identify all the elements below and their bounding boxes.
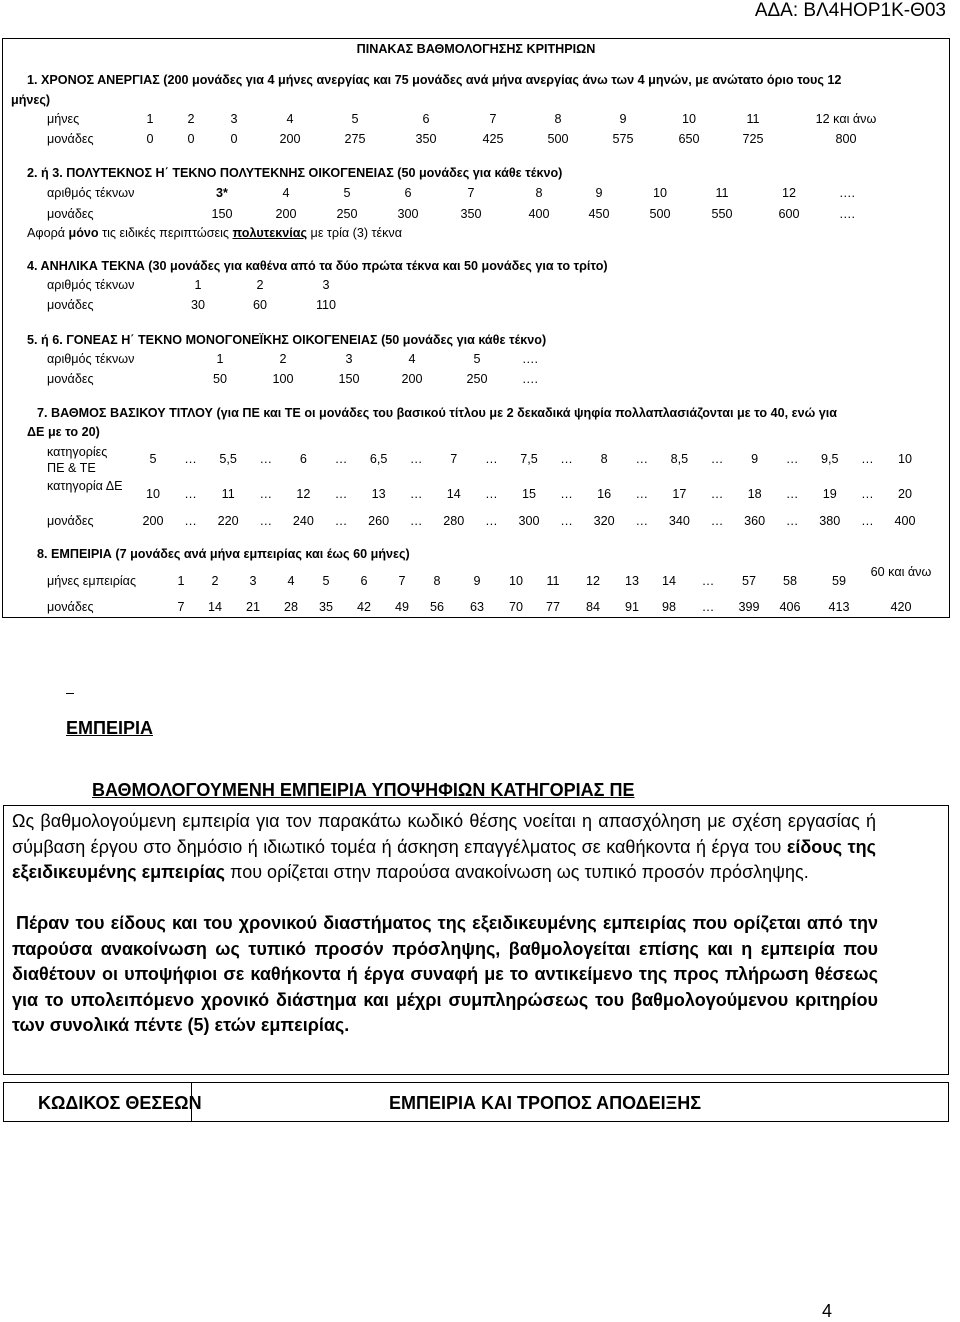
p1-text-a: Ως βαθμολογούμενη εμπειρία για τον παρακάτω κωδικό θέσης νοείται η απασχόληση με σχέση εργασίας ή σύμβαση έργου στο δημόσιο ή ιδιωτικό τομέα ή άσκηση επαγγέλματος σε καθήκοντα ή έργα του xyxy=(12,811,876,857)
experience-heading: ΕΜΠΕΙΡΙΑ xyxy=(66,718,154,738)
s2-note-c: τις ειδικές περιπτώσεις xyxy=(98,226,233,240)
s5r1-cell: 3 xyxy=(345,352,353,366)
s2r2-cell: 300 xyxy=(397,207,419,221)
codes-table-header xyxy=(3,1082,949,1122)
s7r3-cell: … xyxy=(560,514,573,528)
s1r1-cell: 3 xyxy=(230,112,238,126)
s2r2-cell: 550 xyxy=(711,207,733,221)
s2r2-cell: 350 xyxy=(460,207,482,221)
s2r1-cell: 12 xyxy=(781,186,796,200)
s7r1-cell: … xyxy=(560,452,573,466)
s5r2-cell: 200 xyxy=(401,372,423,386)
s1r2-cell: 200 xyxy=(279,132,301,146)
s8r2-cell: 98 xyxy=(661,600,676,614)
s7r3-cell: … xyxy=(184,514,197,528)
s7r1-cell: 5,5 xyxy=(219,452,237,466)
s2r1-cell: 5 xyxy=(343,186,351,200)
s5r2-cell: 250 xyxy=(466,372,488,386)
s8r1-cell: … xyxy=(701,574,715,588)
s1r1-cell: 10 xyxy=(681,112,696,126)
s8r1-cell: 12 xyxy=(585,574,600,588)
s2r2-cell: 150 xyxy=(211,207,233,221)
s7r3-cell: 200 xyxy=(142,514,164,528)
s7r3-cell: 240 xyxy=(292,514,314,528)
s4r2-cell: 110 xyxy=(315,298,337,312)
s1-heading: 1. ΧΡΟΝΟΣ ΑΝΕΡΓΙΑΣ (200 μονάδες για 4 μήνες ανεργίας και 75 μονάδες ανά μήνα ανεργίας άνω των 4 μηνών, με ανώτατο όριο τους 12 xyxy=(27,73,842,87)
s8r2-cell: 84 xyxy=(585,600,600,614)
s7r1-cell: 9,5 xyxy=(821,452,839,466)
s2r2-cell: 450 xyxy=(588,207,610,221)
s1r1-cell: 7 xyxy=(489,112,497,126)
s1r2-cell: 0 xyxy=(230,132,238,146)
s8r2-cell: 70 xyxy=(508,600,523,614)
s1r2-cell: 725 xyxy=(742,132,764,146)
s2r2-cell: 600 xyxy=(778,207,800,221)
s8r1-cell: 11 xyxy=(546,574,560,588)
s7r2-cell: 19 xyxy=(822,487,837,501)
s7r3-cell: 400 xyxy=(894,514,916,528)
scoring-table xyxy=(2,38,950,618)
s2r2-cell: 500 xyxy=(649,207,671,221)
s7r3-cell: … xyxy=(485,514,498,528)
s7r1-cell: 8,5 xyxy=(670,452,689,466)
s7r1-cell: … xyxy=(861,452,874,466)
s8r2-cell: 42 xyxy=(356,600,371,614)
s8r2-cell: 413 xyxy=(828,600,850,614)
s8r2-cell: 35 xyxy=(318,600,333,614)
s7r3-cell: 260 xyxy=(368,514,390,528)
s7r1-cell: 9 xyxy=(751,452,759,466)
s7-row3-label: μονάδες xyxy=(47,514,94,528)
s8-row2-label: μονάδες xyxy=(47,600,94,614)
s2-heading: 2. ή 3. ΠΟΛΥΤΕΚΝΟΣ Η΄ ΤΕΚΝΟ ΠΟΛΥΤΕΚΝΗΣ ΟΙΚΟΓΕΝΕΙΑΣ (50 μονάδες για κάθε τέκνο) xyxy=(27,166,563,180)
s8r1-cell: 1 xyxy=(177,574,185,588)
s8r1-cell: 59 xyxy=(831,574,846,588)
s2r1-cell: 9 xyxy=(595,186,603,200)
s4r1-cell: 3 xyxy=(322,278,330,292)
s8r2-cell: 21 xyxy=(245,600,260,614)
s8r1-cell: 5 xyxy=(322,574,330,588)
s2-note-d: πολυτεκνίας xyxy=(232,226,308,240)
s7r3-cell: 300 xyxy=(518,514,540,528)
s7r3-cell: … xyxy=(785,514,799,528)
s8r1-cell: 10 xyxy=(508,574,523,588)
s7r2-cell: … xyxy=(184,487,197,501)
s7r1-cell: … xyxy=(785,452,799,466)
s7r3-cell: … xyxy=(635,514,649,528)
s1r1-cell: 9 xyxy=(619,112,627,126)
s5r2-cell: 150 xyxy=(338,372,360,386)
s8r2-cell: 77 xyxy=(545,600,560,614)
experience-paragraph-2: Πέραν του είδους και του χρονικού διαστήματος της εξειδικευμένης εμπειρίας που ορίζεται από την παρούσα ανακοίνωση ως τυπικό προσόν πρόσληψης, βαθμολογείται επίσης και η εμπειρία που διαθέτουν οι υποψήφιοι σε καθήκοντα ή έργα συναφή με το αντικείμενο της προς πλήρωση θέσεως για το υπολειπόμενο χρονικό διάστημα και μέχρι συμπληρώσεως του βαθμολογούμενου κριτηρίου των συνολικά πέντε (5) ετών εμπειρίας. xyxy=(12,913,878,1035)
s8r2-cell: 406 xyxy=(779,600,801,614)
s7r1-cell: 7,5 xyxy=(520,452,538,466)
s1r1-cell: 8 xyxy=(554,112,562,126)
s5r1-cell: 5 xyxy=(473,352,481,366)
s8r1-cell: 14 xyxy=(661,574,676,588)
s8r1-cell: 13 xyxy=(624,574,639,588)
s8r1-cell: 2 xyxy=(211,574,219,588)
s7r3-cell: 340 xyxy=(668,514,690,528)
s1r2-cell: 0 xyxy=(146,132,154,146)
s7r3-cell: … xyxy=(861,514,874,528)
s2-row1-label: αριθμός τέκνων xyxy=(47,186,135,200)
s2-note xyxy=(27,226,402,240)
s5r1-cell: 2 xyxy=(279,352,287,366)
s2r1-cell: …. xyxy=(838,186,856,200)
s5r2-cell: 100 xyxy=(272,372,294,386)
s4r2-cell: 60 xyxy=(252,298,267,312)
s7r1-cell: … xyxy=(485,452,498,466)
s8r2-cell: 63 xyxy=(469,600,484,614)
s7r2-cell: … xyxy=(710,487,724,501)
s8r2-cell: 14 xyxy=(207,600,222,614)
s7r3-cell: 380 xyxy=(819,514,841,528)
s1r2-cell: 650 xyxy=(678,132,700,146)
s7r2-cell: 12 xyxy=(296,487,311,501)
s5-row2-label: μονάδες xyxy=(47,372,94,386)
s2r2-cell: …. xyxy=(838,207,856,221)
s7r3-cell: … xyxy=(409,514,423,528)
s1r1-cell: 11 xyxy=(746,112,760,126)
ada-code: ΑΔΑ: ΒΛ4ΗΟΡ1Κ-Θ03 xyxy=(754,0,946,21)
s7r3-cell: … xyxy=(334,514,348,528)
s7r2-cell: 16 xyxy=(597,487,612,501)
codes-col1-header: ΚΩΔΙΚΟΣ ΘΕΣΕΩΝ xyxy=(38,1093,202,1113)
s7r2-cell: 15 xyxy=(521,487,536,501)
s5r2-cell: …. xyxy=(521,372,539,386)
s7r1-cell: … xyxy=(259,452,273,466)
s1r1-cell: 5 xyxy=(351,112,359,126)
s7r2-cell: 18 xyxy=(747,487,762,501)
s2r1-cell: 6 xyxy=(404,186,412,200)
s7r1-cell: 6,5 xyxy=(369,452,388,466)
s8r2-cell: 399 xyxy=(738,600,760,614)
s7-heading: 7. ΒΑΘΜΟΣ ΒΑΣΙΚΟΥ ΤΙΤΛΟΥ (για ΠΕ και ΤΕ οι μονάδες του βασικού τίτλου με 2 δεκαδικά ψηφία πολλαπλασιάζονται με το 40, ενώ για xyxy=(37,406,837,420)
s5-heading: 5. ή 6. ΓΟΝΕΑΣ Η΄ ΤΕΚΝΟ ΜΟΝΟΓΟΝΕΪΚΗΣ ΟΙΚΟΓΕΝΕΙΑΣ (50 μονάδες για κάθε τέκνο) xyxy=(27,333,547,347)
s7r3-cell: 360 xyxy=(744,514,766,528)
s8r2-cell: 56 xyxy=(429,600,444,614)
s8r1-cell: 7 xyxy=(398,574,406,588)
experience-description-box xyxy=(3,805,949,1075)
s7r2-cell: … xyxy=(861,487,874,501)
s8r2-cell: 7 xyxy=(177,600,185,614)
s7r1-cell: … xyxy=(334,452,348,466)
s5-row1-label: αριθμός τέκνων xyxy=(47,352,135,366)
s2r1-cell: 4 xyxy=(282,186,290,200)
s7r3-cell: 220 xyxy=(217,514,239,528)
s7r1-cell: 10 xyxy=(897,452,912,466)
s2r2-cell: 250 xyxy=(336,207,358,221)
s4-heading: 4. ΑΝΗΛΙΚΑ ΤΕΚΝΑ (30 μονάδες για καθένα από τα δύο πρώτα τέκνα και 50 μονάδες για το τρίτο) xyxy=(27,259,608,273)
s7r2-cell: 14 xyxy=(446,487,461,501)
s8r1-cell: 57 xyxy=(741,574,756,588)
s7r1-cell: … xyxy=(710,452,724,466)
s8r2-cell: 420 xyxy=(890,600,912,614)
s4r2-cell: 30 xyxy=(190,298,205,312)
s1r2-cell: 350 xyxy=(415,132,437,146)
experience-paragraph-1 xyxy=(12,809,876,886)
s7r2-cell: … xyxy=(409,487,423,501)
s7r1-cell: … xyxy=(635,452,649,466)
p1-text-bold: είδους της εξειδικευμένης εμπειρίας xyxy=(12,836,876,882)
s7r1-cell: … xyxy=(184,452,197,466)
s8r1-cell: 9 xyxy=(473,574,481,588)
s2r1-cell: 11 xyxy=(715,186,729,200)
s4-row2-label: μονάδες xyxy=(47,298,94,312)
s7r2-cell: 20 xyxy=(897,487,912,501)
s8r2-cell: 91 xyxy=(624,600,639,614)
s8-heading: 8. ΕΜΠΕΙΡΙΑ (7 μονάδες ανά μήνα εμπειρίας και έως 60 μήνες) xyxy=(37,547,410,561)
s5r2-cell: 50 xyxy=(212,372,227,386)
s1r1-cell: 6 xyxy=(422,112,430,126)
s7r2-cell: 10 xyxy=(145,487,160,501)
s5r1-cell: 4 xyxy=(408,352,416,366)
s2-note-b: μόνο xyxy=(68,226,99,240)
separator-dash xyxy=(66,693,74,694)
s4r1-cell: 2 xyxy=(256,278,264,292)
s2r2-cell: 200 xyxy=(275,207,297,221)
s7r2-cell: … xyxy=(560,487,573,501)
s1r2-cell: 800 xyxy=(835,132,857,146)
s4-row1-label: αριθμός τέκνων xyxy=(47,278,135,292)
s7-row1-label: κατηγορίες ΠΕ & ΤΕ xyxy=(47,445,108,475)
s8r1-cell: 60 και άνω xyxy=(870,565,932,579)
s7r2-cell: 11 xyxy=(221,487,235,501)
s7r3-cell: … xyxy=(259,514,273,528)
s2-row2-label: μονάδες xyxy=(47,207,94,221)
s8r1-cell: 8 xyxy=(433,574,441,588)
s2r1-cell: 3* xyxy=(216,186,228,200)
s7r2-cell: … xyxy=(259,487,273,501)
s2r1-cell: 7 xyxy=(467,186,475,200)
s1r1-cell: 1 xyxy=(146,112,154,126)
s2r2-cell: 400 xyxy=(528,207,550,221)
s8r1-cell: 6 xyxy=(360,574,368,588)
s7r2-cell: … xyxy=(635,487,649,501)
s8r1-cell: 58 xyxy=(782,574,797,588)
s1r1-cell: 4 xyxy=(286,112,294,126)
s7r2-cell: … xyxy=(334,487,348,501)
s1r2-cell: 425 xyxy=(482,132,504,146)
table-title: ΠΙΝΑΚΑΣ ΒΑΘΜΟΛΟΓΗΣΗΣ ΚΡΙΤΗΡΙΩΝ xyxy=(356,42,596,56)
s7r1-cell: … xyxy=(409,452,423,466)
s7r1-cell: 8 xyxy=(600,452,608,466)
s8r2-cell: 49 xyxy=(394,600,409,614)
s7r2-cell: 17 xyxy=(672,487,687,501)
s7r1-cell: 5 xyxy=(149,452,157,466)
s1r2-cell: 275 xyxy=(344,132,366,146)
s1-heading-cont: μήνες) xyxy=(11,93,51,107)
s7r1-cell: 6 xyxy=(299,452,307,466)
codes-col2-header: ΕΜΠΕΙΡΙΑ ΚΑΙ ΤΡΟΠΟΣ ΑΠΟΔΕΙΞΗΣ xyxy=(389,1093,701,1113)
s1-row1-label: μήνες xyxy=(47,112,80,126)
s8r2-cell: 28 xyxy=(283,600,298,614)
s7r2-cell: … xyxy=(485,487,498,501)
s7r3-cell: 280 xyxy=(443,514,465,528)
s7r2-cell: … xyxy=(785,487,799,501)
experience-subheading: ΒΑΘΜΟΛΟΓΟΥΜΕΝΗ ΕΜΠΕΙΡΙΑ ΥΠΟΨΗΦΙΩΝ ΚΑΤΗΓΟΡΙΑΣ ΠΕ xyxy=(92,780,635,800)
s8r1-cell: 3 xyxy=(249,574,257,588)
s7-row2-label: κατηγορία ΔΕ xyxy=(47,479,123,493)
s4r1-cell: 1 xyxy=(194,278,202,292)
s2r1-cell: 8 xyxy=(535,186,543,200)
s2r1-cell: 10 xyxy=(652,186,667,200)
s7r1-cell: 7 xyxy=(450,452,458,466)
s1r2-cell: 0 xyxy=(187,132,195,146)
s8r2-cell: … xyxy=(701,600,715,614)
s1-row2-label: μονάδες xyxy=(47,132,94,146)
s5r1-cell: 1 xyxy=(216,352,224,366)
s7r3-cell: 320 xyxy=(593,514,615,528)
s7r2-cell: 13 xyxy=(371,487,386,501)
s2-note-e: με τρία (3) τέκνα xyxy=(307,226,403,240)
s7r3-cell: … xyxy=(710,514,724,528)
s7-heading-cont: ΔΕ με το 20) xyxy=(27,425,100,439)
s8-row1-label: μήνες εμπειρίας xyxy=(47,574,137,588)
p1-text-b: που ορίζεται στην παρούσα ανακοίνωση ως τυπικό προσόν πρόσληψης. xyxy=(225,862,809,882)
s1r1-cell: 2 xyxy=(187,112,195,126)
s1r1-cell: 12 και άνω xyxy=(815,112,877,126)
s1r2-cell: 575 xyxy=(612,132,634,146)
page-number: 4 xyxy=(821,1301,832,1321)
s1r2-cell: 500 xyxy=(547,132,569,146)
s8r1-cell: 4 xyxy=(287,574,295,588)
s2-note-a: Αφορά xyxy=(27,226,69,240)
s5r1-cell: …. xyxy=(521,352,539,366)
